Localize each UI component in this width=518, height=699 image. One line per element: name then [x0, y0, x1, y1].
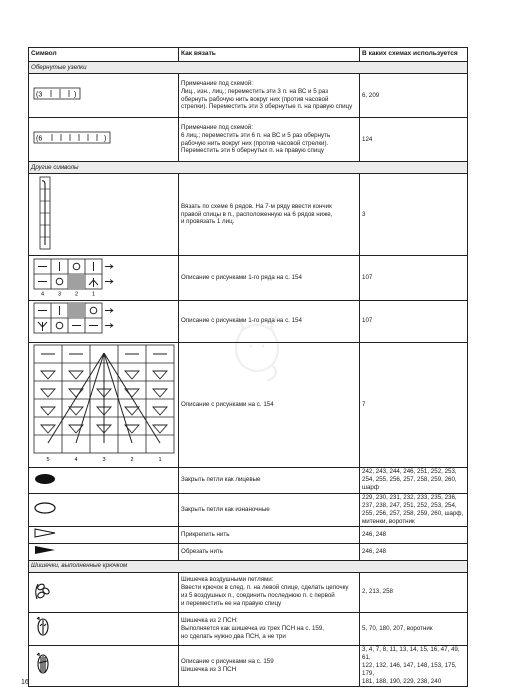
chain-bobble-icon	[31, 580, 61, 602]
schemes-cell: 2, 213, 258	[360, 572, 468, 612]
symbol-cell	[29, 572, 179, 612]
table-row	[29, 645, 468, 686]
table-row	[29, 118, 468, 162]
how-cell: Прикрепить нить	[179, 526, 360, 543]
svg-text:2: 2	[74, 291, 79, 297]
symbol-cell	[29, 74, 179, 118]
table-header-row	[29, 48, 468, 62]
svg-text:4: 4	[40, 291, 45, 297]
stitch-chart-c-icon	[31, 343, 177, 464]
stitch-chart-b-icon	[31, 301, 177, 339]
stitch-chart-a-icon	[31, 256, 177, 297]
outline-oval-icon	[31, 501, 71, 515]
table-row	[29, 572, 468, 612]
symbol-cell	[29, 526, 179, 543]
how-cell: Описание с рисунками на с. 159 Шишечка из 3 ПСН	[179, 645, 360, 686]
symbol-cell	[29, 118, 179, 162]
cat-watermark-icon	[222, 305, 292, 385]
svg-text:): )	[104, 135, 107, 143]
how-cell: Описание с рисунками 1-го ряда на с. 154	[179, 300, 360, 342]
header-symbol: Символ	[29, 48, 179, 62]
table-row	[29, 74, 468, 118]
symbol-cell	[29, 174, 179, 256]
header-schemes: В каких схемах используется	[360, 48, 468, 62]
table-row	[29, 467, 468, 493]
schemes-cell: 5, 70, 180, 207, воротник	[360, 612, 468, 645]
schemes-cell: 124	[360, 118, 468, 162]
elongated-stitch-icon	[37, 175, 57, 251]
how-cell: Описание с рисунками на с. 154	[179, 342, 360, 467]
svg-text:): )	[74, 91, 77, 99]
schemes-cell: 6, 209	[360, 74, 468, 118]
filled-triangle-icon	[31, 544, 71, 556]
table-row	[29, 526, 468, 543]
how-cell: Описание с рисунками 1-го ряда на с. 154	[179, 256, 360, 301]
table-row	[29, 256, 468, 301]
svg-text:3: 3	[102, 456, 106, 463]
bobble-2-dc-icon	[31, 615, 61, 639]
how-cell: Шишечка воздушными петлями: Ввести крючок в след. п. на левой спице, сделать цепочку из 5 воздушных п., соединить последнюю п. с первой и переместить ее на правую спицу	[179, 572, 360, 612]
table-row	[29, 174, 468, 256]
svg-text:1: 1	[158, 456, 162, 463]
page-number: 16	[21, 679, 29, 686]
schemes-cell: 242, 243, 244, 246, 251, 252, 253, 254, 255, 256, 257, 258, 259, 260, шарф	[360, 467, 468, 493]
symbol-cell	[29, 300, 179, 342]
wrapped-3-stitches-icon	[31, 84, 177, 104]
table-row	[29, 543, 468, 560]
svg-text:4: 4	[74, 456, 78, 463]
section-wrapped: Обернутые узелки	[29, 62, 468, 74]
svg-text:(6: (6	[36, 135, 43, 143]
schemes-cell: 246, 248	[360, 543, 468, 560]
how-cell: Обрезать нить	[179, 543, 360, 560]
symbol-cell	[29, 342, 179, 467]
symbol-cell	[29, 612, 179, 645]
wrapped-6-stitches-icon	[31, 128, 177, 148]
table-row	[29, 612, 468, 645]
how-cell: Шишечка из 2 ПСН: Выполняется как шишечка из трех ПСН на с. 159, но сделать нужно два ПСН, а не три	[179, 612, 360, 645]
schemes-cell: 107	[360, 300, 468, 342]
symbol-cell	[29, 256, 179, 301]
how-cell: Примечание под схемой: Лиц., изн., лиц.; переместить эти 3 п. на ВС и 5 раз обернуть рабочую нить вокруг них (против часовой стрелки). Переместить эти 3 обернутые п. на правую спицу	[179, 74, 360, 118]
svg-text:5: 5	[46, 456, 50, 463]
how-cell: Закрыть петли как изнаночные	[179, 493, 360, 526]
schemes-cell: 107	[360, 256, 468, 301]
outline-triangle-icon	[31, 527, 71, 539]
svg-text:3: 3	[57, 291, 62, 297]
table-row	[29, 493, 468, 526]
filled-oval-icon	[31, 472, 71, 486]
how-cell: Закрыть петли как лицевые	[179, 467, 360, 493]
schemes-cell: 3	[360, 174, 468, 256]
symbol-cell	[29, 645, 179, 686]
svg-text:1: 1	[91, 291, 96, 297]
section-other: Другие символы	[29, 162, 468, 174]
header-how: Как вязать	[179, 48, 360, 62]
symbol-cell	[29, 543, 179, 560]
symbol-cell	[29, 467, 179, 493]
how-cell: Примечание под схемой: 6 лиц.; переместить эти 6 п. на ВС и 5 раз обернуть рабочую нить вокруг них (против часовой стрелки). Переместить эти 6 обернутых п. на правую спицу	[179, 118, 360, 162]
section-crochet: Шишечки, выполненные крючком	[29, 560, 468, 572]
how-cell: Вязать по схеме 6 рядов. На 7-м ряду ввести кончик правой спицы в п., расположенную на 6 рядов ниже, и провязать 1 лиц.	[179, 174, 360, 256]
svg-text:2: 2	[130, 456, 134, 463]
schemes-cell: 246, 248	[360, 526, 468, 543]
symbol-cell	[29, 493, 179, 526]
bobble-3-dc-icon	[31, 651, 61, 677]
schemes-cell: 7	[360, 342, 468, 467]
svg-text:(3: (3	[36, 91, 43, 99]
schemes-cell: 229, 230, 231, 232, 233, 235, 236, 237, 238, 247, 251, 252, 253, 254, 255, 256, 257, 258, 259, 260, шарф, митенки, воротник	[360, 493, 468, 526]
schemes-cell: 3, 4, 7, 8, 11, 13, 14, 15, 16, 47, 49, 61, 122, 132, 146, 147, 148, 153, 175, 179, 181, 188, 190, 229, 238, 240	[360, 645, 468, 686]
